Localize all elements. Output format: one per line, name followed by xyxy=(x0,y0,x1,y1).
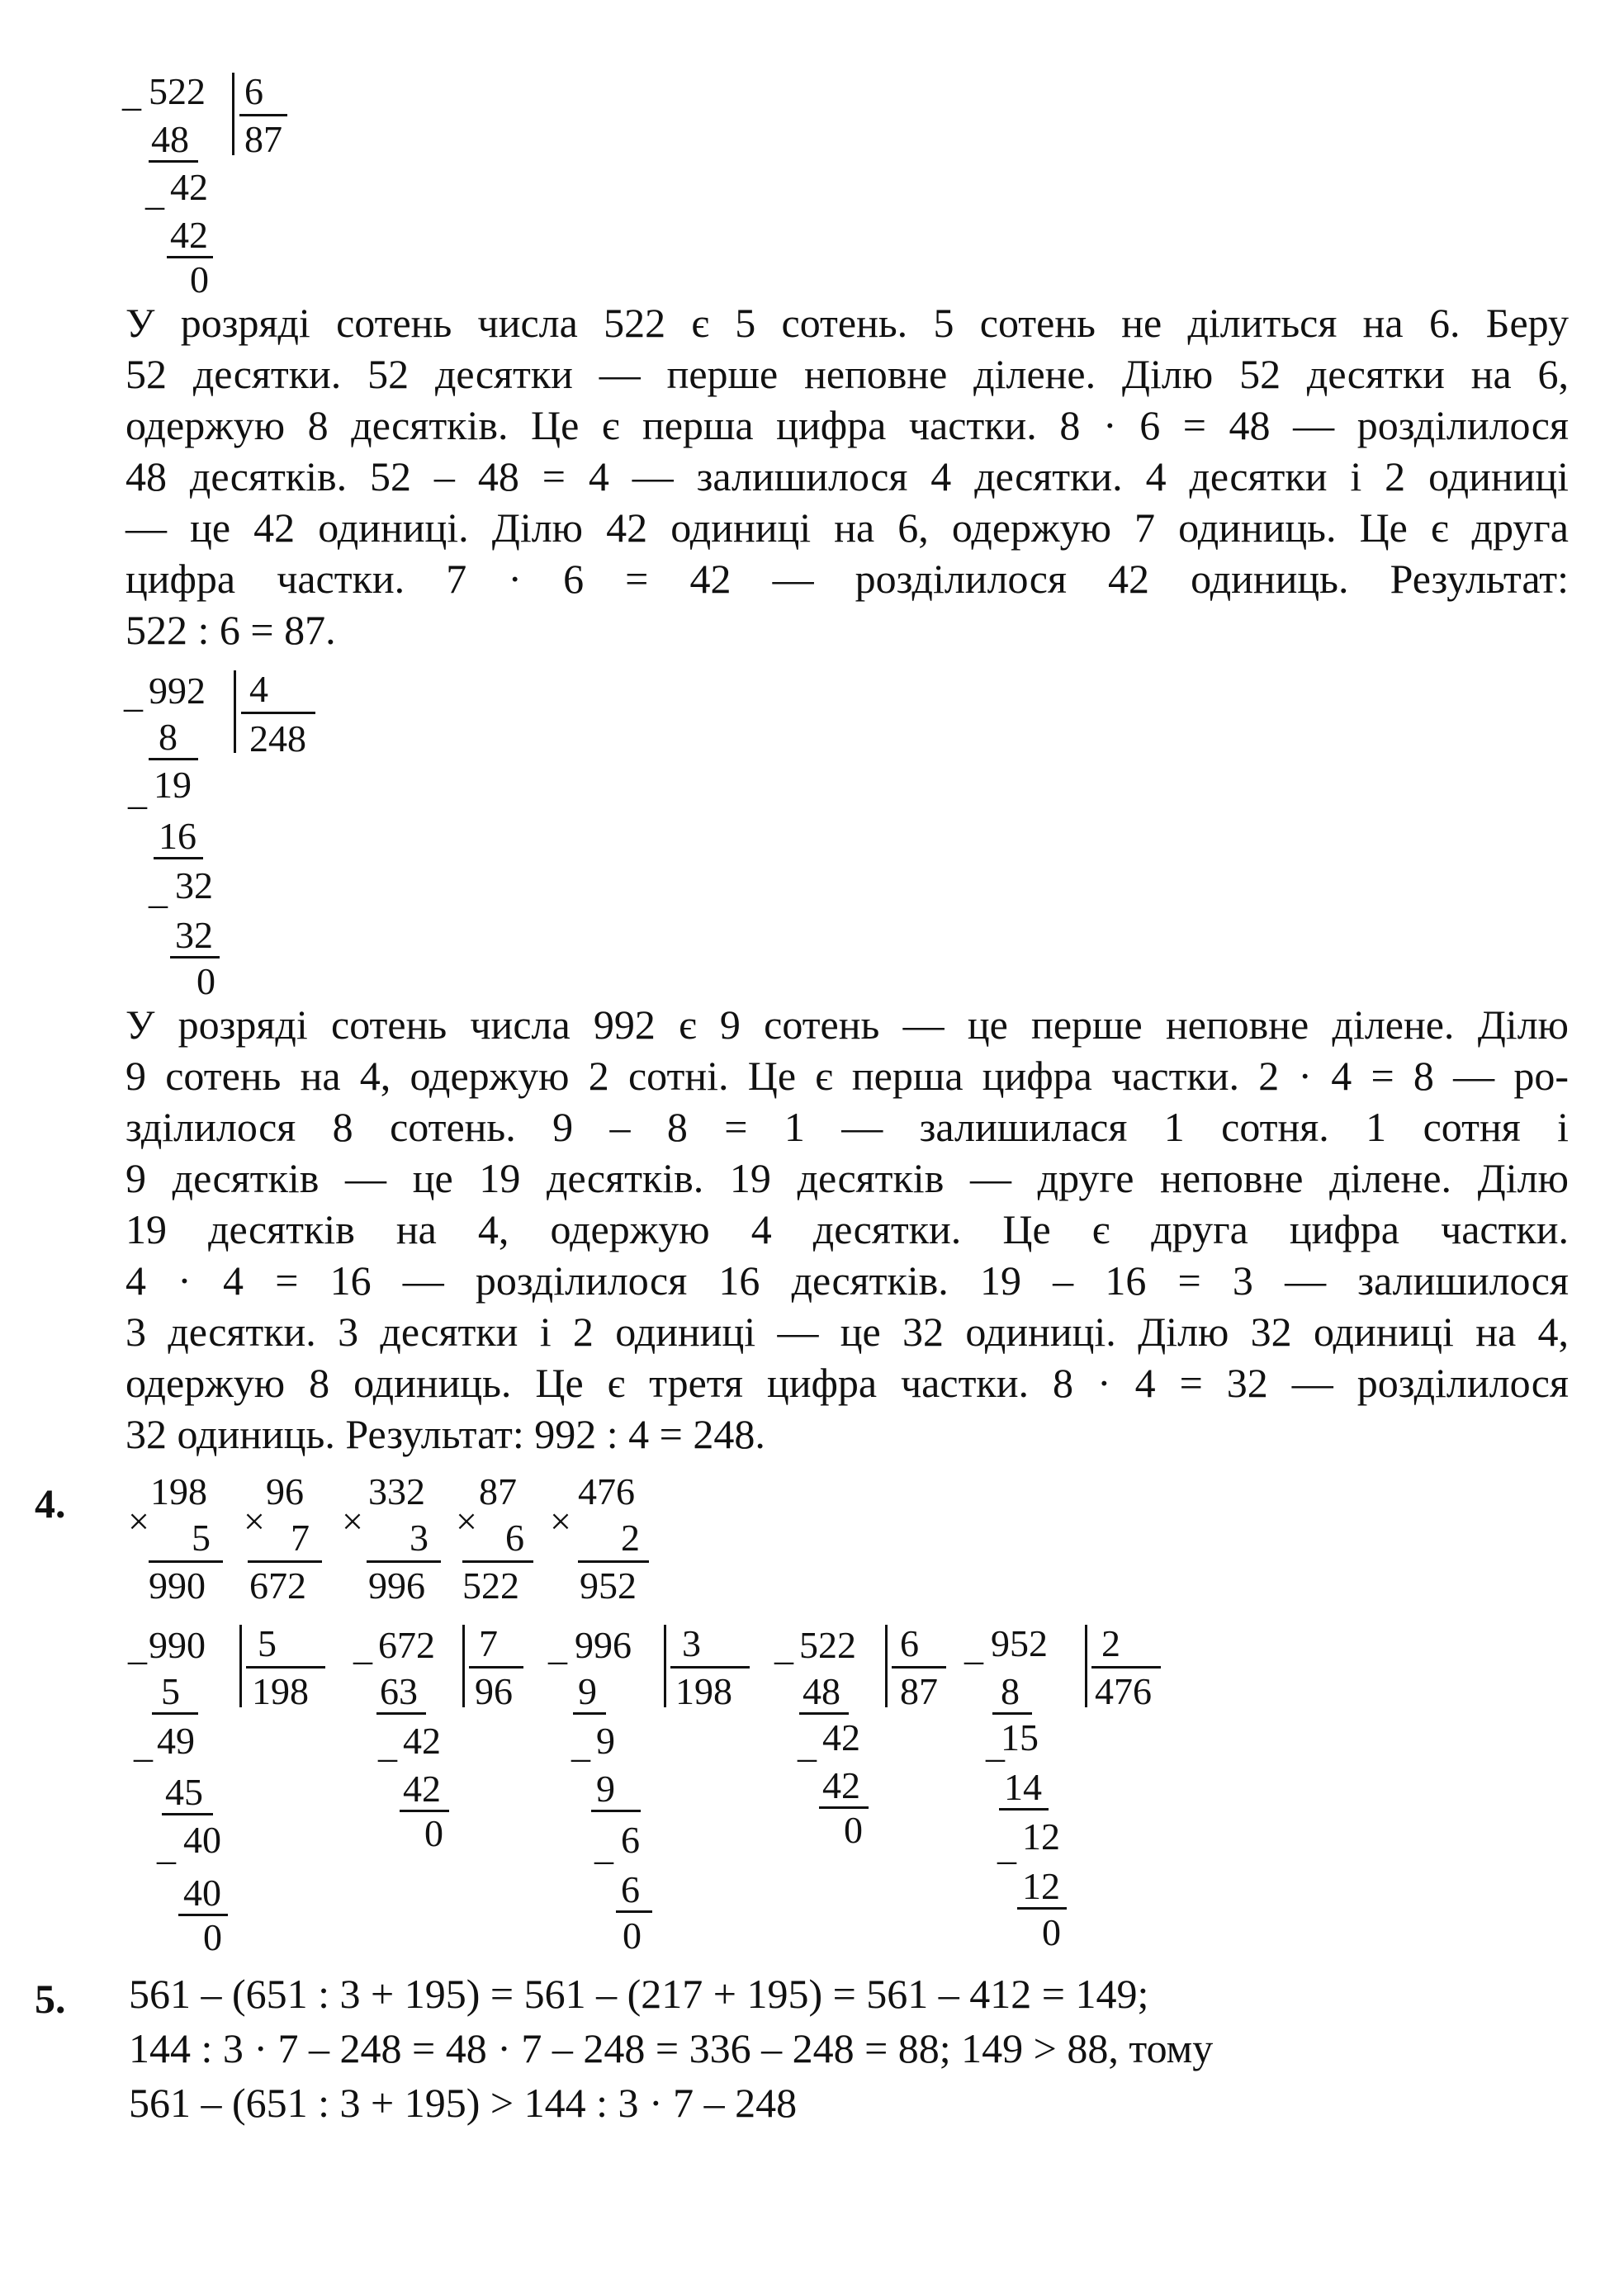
divisor-line xyxy=(239,114,287,116)
dividend: 990 xyxy=(149,1624,206,1666)
subtrahend: 42 xyxy=(170,214,208,256)
times-sign: × xyxy=(342,1500,363,1542)
partial-dividend: 6 xyxy=(621,1819,640,1861)
multiplier: 6 xyxy=(505,1517,524,1559)
product: 672 xyxy=(249,1564,306,1607)
divisor-line xyxy=(246,1666,325,1669)
text-line: 522 : 6 = 87. xyxy=(125,607,336,653)
minus-sign: _ xyxy=(157,1825,176,1867)
expression-line: 561 – (651 : 3 + 195) = 561 – (217 + 195) = 561 – 412 = 149; xyxy=(129,1971,1149,2017)
minus-sign: _ xyxy=(128,770,147,812)
subtrahend: 48 xyxy=(151,118,189,160)
subtrahend: 32 xyxy=(175,914,213,956)
text-line: 32 одиниць. Результат: 992 : 4 = 248. xyxy=(125,1411,765,1457)
division-bar xyxy=(664,1625,666,1707)
subtrahend: 14 xyxy=(1004,1766,1042,1808)
minus-sign: _ xyxy=(134,1723,153,1765)
remainder: 0 xyxy=(1042,1911,1061,1953)
subtrahend: 9 xyxy=(578,1670,597,1712)
text-line: У розряді сотень числа 992 є 9 сотень — це перше неповне ділене. Ділю xyxy=(125,1001,1569,1048)
subtrahend: 16 xyxy=(159,815,196,857)
remainder: 0 xyxy=(203,1916,222,1958)
partial-dividend: 42 xyxy=(170,166,208,208)
underline xyxy=(578,1560,649,1563)
dividend: 952 xyxy=(991,1622,1048,1664)
text-line: 4 · 4 = 16 — розділилося 16 десятків. 19 – 16 = 3 — залишилося xyxy=(125,1257,1569,1304)
text-line: 3 десятки. 3 десятки і 2 одиниці — це 32 одиниці. Ділю 32 одиниці на 4, xyxy=(125,1309,1569,1355)
divisor-line xyxy=(670,1666,750,1669)
divisor: 4 xyxy=(249,668,268,710)
multiplier: 3 xyxy=(410,1517,428,1559)
underline xyxy=(154,857,203,859)
remainder: 0 xyxy=(844,1809,863,1851)
minus-sign: _ xyxy=(964,1626,983,1668)
underline xyxy=(248,1560,322,1563)
expression-line: 561 – (651 : 3 + 195) > 144 : 3 · 7 – 248 xyxy=(129,2080,798,2126)
underline xyxy=(152,1712,198,1715)
subtrahend: 42 xyxy=(403,1768,441,1810)
task-number: 5. xyxy=(35,1976,66,2022)
subtrahend: 63 xyxy=(380,1670,418,1712)
minus-sign: _ xyxy=(774,1626,793,1668)
quotient: 198 xyxy=(675,1670,732,1712)
partial-dividend: 12 xyxy=(1022,1815,1060,1858)
subtrahend: 8 xyxy=(159,716,178,758)
multiplier: 7 xyxy=(291,1517,310,1559)
subtrahend: 12 xyxy=(1022,1865,1060,1907)
minus-sign: _ xyxy=(128,1626,147,1668)
division-bar xyxy=(885,1625,888,1707)
partial-dividend: 19 xyxy=(154,764,192,806)
minus-sign: _ xyxy=(353,1626,372,1668)
multiplicand: 198 xyxy=(150,1470,207,1512)
dividend: 522 xyxy=(149,70,206,112)
underline xyxy=(591,1810,641,1812)
product: 522 xyxy=(462,1564,519,1607)
subtrahend: 42 xyxy=(822,1764,860,1806)
explanation-522 xyxy=(125,297,1569,656)
remainder: 0 xyxy=(623,1915,642,1957)
partial-dividend: 32 xyxy=(175,864,213,906)
partial-dividend: 49 xyxy=(157,1720,195,1762)
divisor: 6 xyxy=(900,1622,919,1664)
minus-sign: _ xyxy=(548,1626,567,1668)
multiplicand: 87 xyxy=(479,1470,517,1512)
divisor: 6 xyxy=(244,70,263,112)
underline xyxy=(616,1910,652,1913)
underline xyxy=(162,1813,213,1815)
underline xyxy=(149,160,198,163)
multiplicand: 332 xyxy=(368,1470,425,1512)
times-sign: × xyxy=(128,1500,149,1542)
quotient: 198 xyxy=(252,1670,309,1712)
remainder: 0 xyxy=(190,258,209,301)
division-bar xyxy=(234,670,236,753)
minus-sign: _ xyxy=(594,1825,613,1867)
text-line: цифра частки. 7 · 6 = 42 — розділилося 42 одиниць. Результат: xyxy=(125,556,1569,602)
divisor-line xyxy=(241,712,315,714)
minus-sign: _ xyxy=(571,1723,590,1765)
text-line: одержую 8 десятків. Це є перша цифра частки. 8 · 6 = 48 — розділилося xyxy=(125,402,1569,448)
division-bar xyxy=(232,73,234,155)
subtrahend: 48 xyxy=(803,1670,840,1712)
product: 990 xyxy=(149,1564,206,1607)
minus-sign: _ xyxy=(378,1723,397,1765)
product: 952 xyxy=(580,1564,637,1607)
minus-sign: _ xyxy=(122,72,141,114)
underline xyxy=(367,1560,441,1563)
divisor-line xyxy=(469,1666,523,1669)
minus-sign: _ xyxy=(145,171,164,213)
times-sign: × xyxy=(550,1500,571,1542)
partial-dividend: 42 xyxy=(822,1716,860,1758)
product: 996 xyxy=(368,1564,425,1607)
underline xyxy=(149,758,198,760)
underline xyxy=(999,1808,1049,1811)
minus-sign: _ xyxy=(149,869,168,911)
underline xyxy=(149,1560,223,1563)
divisor: 3 xyxy=(682,1622,701,1664)
underline xyxy=(992,1712,1032,1715)
task-number: 4. xyxy=(35,1480,66,1527)
division-bar xyxy=(1085,1625,1087,1707)
text-line: зділилося 8 сотень. 9 – 8 = 1 — залишилася 1 сотня. 1 сотня і xyxy=(125,1104,1569,1150)
dividend: 522 xyxy=(799,1624,856,1666)
text-line: 52 десятки. 52 десятки — перше неповне ділене. Ділю 52 десятки на 6, xyxy=(125,351,1569,397)
text-line: 19 десятків на 4, одержую 4 десятки. Це є друга цифра частки. xyxy=(125,1206,1569,1252)
subtrahend: 45 xyxy=(165,1771,203,1813)
minus-sign: _ xyxy=(798,1723,817,1765)
remainder: 0 xyxy=(424,1812,443,1854)
text-line: У розряді сотень числа 522 є 5 сотень. 5 сотень не ділиться на 6. Беру xyxy=(125,300,1569,346)
multiplier: 2 xyxy=(621,1517,640,1559)
subtrahend: 5 xyxy=(161,1670,180,1712)
minus-sign: _ xyxy=(124,673,143,715)
underline xyxy=(1017,1907,1067,1910)
underline xyxy=(462,1560,533,1563)
quotient: 96 xyxy=(475,1670,513,1712)
division-bar xyxy=(462,1625,465,1707)
expression-line: 144 : 3 · 7 – 248 = 48 · 7 – 248 = 336 – 248 = 88; 149 > 88, тому xyxy=(129,2025,1214,2071)
text-line: 48 десятків. 52 – 48 = 4 — залишилося 4 десятки. 4 десятки і 2 одиниці xyxy=(125,453,1569,499)
underline xyxy=(170,956,220,959)
subtrahend: 40 xyxy=(183,1872,221,1914)
explanation-992 xyxy=(125,999,1569,1460)
partial-dividend: 9 xyxy=(596,1720,615,1762)
quotient: 476 xyxy=(1095,1670,1152,1712)
underline xyxy=(573,1712,606,1715)
minus-sign: _ xyxy=(986,1723,1005,1765)
multiplier: 5 xyxy=(192,1517,211,1559)
subtrahend: 6 xyxy=(621,1868,640,1910)
times-sign: × xyxy=(456,1500,477,1542)
remainder: 0 xyxy=(196,960,215,1002)
divisor: 7 xyxy=(479,1622,498,1664)
subtrahend: 9 xyxy=(596,1768,615,1810)
divisor: 5 xyxy=(258,1622,277,1664)
quotient: 87 xyxy=(900,1670,938,1712)
partial-dividend: 42 xyxy=(403,1720,441,1762)
multiplicand: 476 xyxy=(578,1470,635,1512)
division-bar xyxy=(239,1625,242,1707)
quotient: 87 xyxy=(244,118,282,160)
text-line: 9 сотень на 4, одержую 2 сотні. Це є перша цифра частки. 2 · 4 = 8 — ро- xyxy=(125,1053,1569,1099)
partial-dividend: 40 xyxy=(183,1819,221,1861)
times-sign: × xyxy=(244,1500,265,1542)
dividend: 996 xyxy=(575,1624,632,1666)
dividend: 672 xyxy=(378,1624,435,1666)
underline xyxy=(376,1712,426,1715)
divisor-line xyxy=(892,1666,946,1669)
underline xyxy=(799,1712,849,1715)
text-line: — це 42 одиниці. Ділю 42 одиниці на 6, одержую 7 одиниць. Це є друга xyxy=(125,504,1569,551)
text-line: одержую 8 одиниць. Це є третя цифра частки. 8 · 4 = 32 — розділилося xyxy=(125,1360,1569,1406)
divisor-line xyxy=(1091,1666,1161,1669)
quotient: 248 xyxy=(249,717,306,760)
partial-dividend: 15 xyxy=(1001,1716,1039,1758)
divisor: 2 xyxy=(1101,1622,1120,1664)
multiplicand: 96 xyxy=(266,1470,304,1512)
minus-sign: _ xyxy=(997,1825,1016,1867)
dividend: 992 xyxy=(149,670,206,712)
subtrahend: 8 xyxy=(1001,1670,1020,1712)
text-line: 9 десятків — це 19 десятків. 19 десятків — друге неповне ділене. Ділю xyxy=(125,1155,1569,1201)
